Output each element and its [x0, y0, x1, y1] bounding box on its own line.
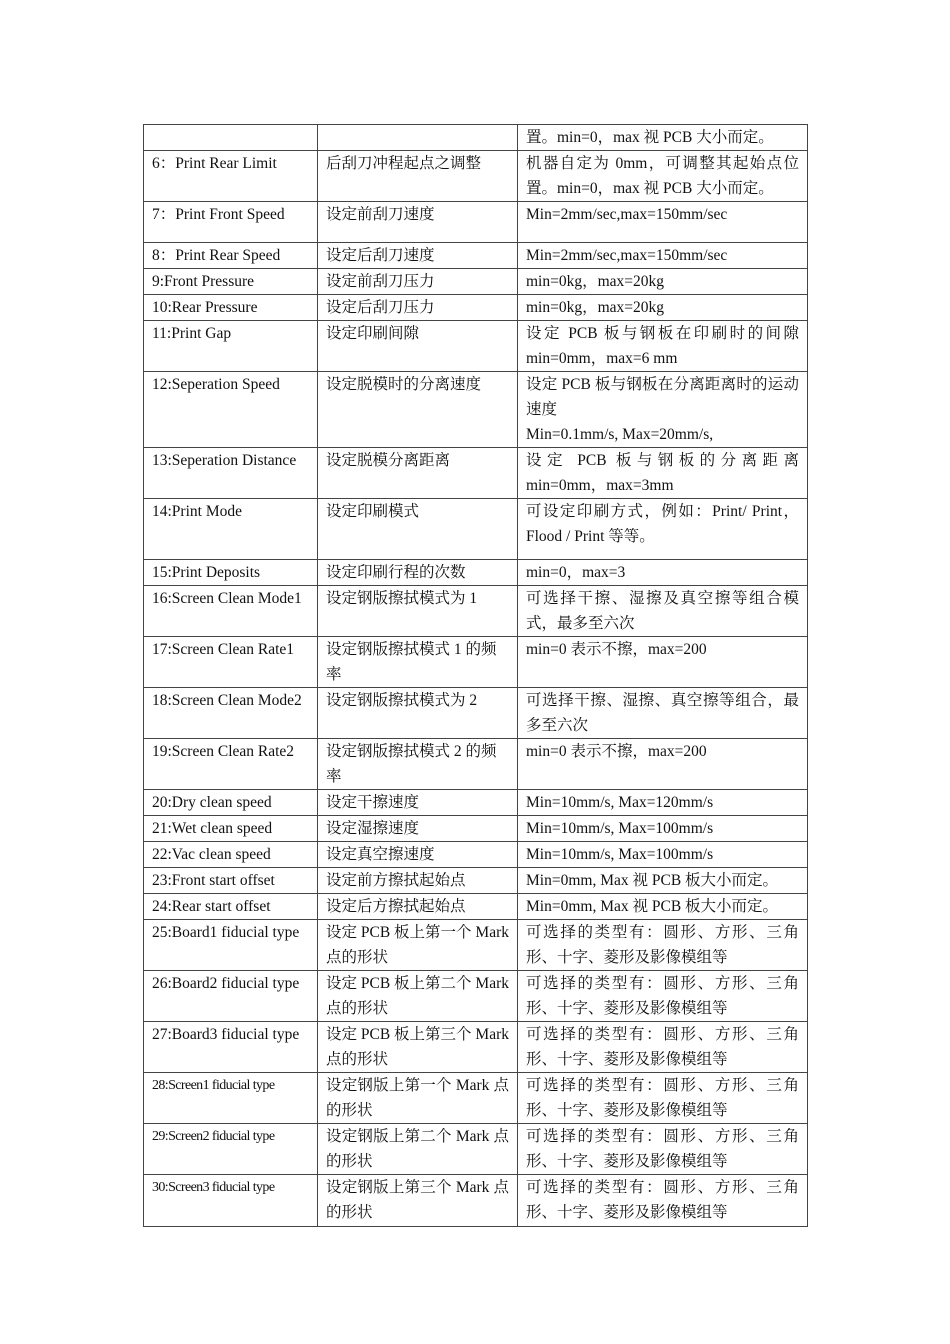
table-row	[144, 1124, 808, 1175]
param-name: 16:Screen Clean Mode1	[144, 586, 318, 637]
table-row	[144, 1022, 808, 1073]
param-range: 可选择的类型有：圆形、方形、三角形、十字、菱形及影像模组等	[518, 971, 808, 1022]
param-name: 26:Board2 fiducial type	[144, 971, 318, 1022]
table-row	[144, 971, 808, 1022]
param-desc: 设定 PCB 板上第二个 Mark 点的形状	[318, 971, 518, 1022]
table-row	[144, 372, 808, 448]
param-name: 20:Dry clean speed	[144, 790, 318, 816]
param-desc: 设定真空擦速度	[318, 842, 518, 868]
param-range: 设定 PCB 板与钢板的分离距离 min=0mm，max=3mm	[518, 448, 808, 499]
param-name: 9:Front Pressure	[144, 269, 318, 295]
param-desc: 设定印刷间隙	[318, 321, 518, 372]
param-range-line: 设定 PCB 板与钢板在分离距离时的运动速度	[526, 376, 799, 418]
param-name: 7：Print Front Speed	[144, 202, 318, 243]
param-name: 8：Print Rear Speed	[144, 243, 318, 269]
param-desc: 设定钢版擦拭模式 2 的频率	[318, 739, 518, 790]
param-name: 12:Seperation Speed	[144, 372, 318, 448]
param-desc	[318, 125, 518, 151]
param-desc: 设定印刷模式	[318, 499, 518, 560]
param-range: 可选择的类型有：圆形、方形、三角形、十字、菱形及影像模组等	[518, 1175, 808, 1227]
param-desc: 设定钢版上第三个 Mark 点的形状	[318, 1175, 518, 1227]
table-row	[144, 842, 808, 868]
param-range: Min=2mm/sec,max=150mm/sec	[518, 202, 808, 243]
param-name: 23:Front start offset	[144, 868, 318, 894]
table-row	[144, 790, 808, 816]
table-row	[144, 125, 808, 151]
param-desc: 设定前方擦拭起始点	[318, 868, 518, 894]
param-range: Min=2mm/sec,max=150mm/sec	[518, 243, 808, 269]
param-desc: 设定 PCB 板上第三个 Mark 点的形状	[318, 1022, 518, 1073]
parameter-table	[143, 124, 808, 1227]
param-desc: 设定印刷行程的次数	[318, 560, 518, 586]
param-name	[144, 125, 318, 151]
param-range	[518, 372, 808, 448]
param-name: 11:Print Gap	[144, 321, 318, 372]
param-range: Min=0mm, Max 视 PCB 板大小而定。	[518, 894, 808, 920]
table-row	[144, 560, 808, 586]
param-name: 15:Print Deposits	[144, 560, 318, 586]
param-range: Min=0mm, Max 视 PCB 板大小而定。	[518, 868, 808, 894]
param-desc: 设定前刮刀压力	[318, 269, 518, 295]
param-desc: 设定钢版擦拭模式为 2	[318, 688, 518, 739]
param-desc: 设定脱模时的分离速度	[318, 372, 518, 448]
param-range: 可设定印刷方式，例如：Print/ Print，Flood / Print 等等。	[518, 499, 808, 560]
param-desc: 设定后刮刀压力	[318, 295, 518, 321]
param-range: min=0kg，max=20kg	[518, 269, 808, 295]
param-name: 29:Screen2 fiducial type	[144, 1124, 318, 1175]
param-range: min=0 表示不擦，max=200	[518, 637, 808, 688]
param-desc: 设定脱模分离距离	[318, 448, 518, 499]
table-row	[144, 321, 808, 372]
param-range: Min=10mm/s, Max=120mm/s	[518, 790, 808, 816]
param-name: 19:Screen Clean Rate2	[144, 739, 318, 790]
param-range: min=0 表示不擦，max=200	[518, 739, 808, 790]
table-row	[144, 1073, 808, 1124]
param-name: 22:Vac clean speed	[144, 842, 318, 868]
table-row	[144, 269, 808, 295]
table-row	[144, 586, 808, 637]
param-range-line: Min=0.1mm/s, Max=20mm/s,	[526, 426, 714, 443]
table-row	[144, 243, 808, 269]
table-row	[144, 295, 808, 321]
param-desc: 设定钢版上第一个 Mark 点的形状	[318, 1073, 518, 1124]
param-range: 可选择干擦、湿擦及真空擦等组合模式，最多至六次	[518, 586, 808, 637]
table-row	[144, 202, 808, 243]
param-range: Min=10mm/s, Max=100mm/s	[518, 842, 808, 868]
param-range: 可选择的类型有：圆形、方形、三角形、十字、菱形及影像模组等	[518, 1124, 808, 1175]
table-row	[144, 816, 808, 842]
param-range: 机器自定为 0mm，可调整其起始点位置。min=0，max 视 PCB 大小而定。	[518, 151, 808, 202]
table-row	[144, 894, 808, 920]
table-row	[144, 151, 808, 202]
table-row	[144, 637, 808, 688]
param-range: min=0kg，max=20kg	[518, 295, 808, 321]
param-range: 可选择的类型有：圆形、方形、三角形、十字、菱形及影像模组等	[518, 1022, 808, 1073]
param-name: 17:Screen Clean Rate1	[144, 637, 318, 688]
param-desc: 后刮刀冲程起点之调整	[318, 151, 518, 202]
param-name: 18:Screen Clean Mode2	[144, 688, 318, 739]
param-name: 27:Board3 fiducial type	[144, 1022, 318, 1073]
table-row	[144, 868, 808, 894]
table-row	[144, 448, 808, 499]
param-desc: 设定钢版擦拭模式 1 的频率	[318, 637, 518, 688]
table-row	[144, 920, 808, 971]
param-range: min=0，max=3	[518, 560, 808, 586]
param-name: 30:Screen3 fiducial type	[144, 1175, 318, 1227]
param-name: 28:Screen1 fiducial type	[144, 1073, 318, 1124]
table-row	[144, 499, 808, 560]
param-name: 10:Rear Pressure	[144, 295, 318, 321]
param-range: Min=10mm/s, Max=100mm/s	[518, 816, 808, 842]
param-name: 6：Print Rear Limit	[144, 151, 318, 202]
param-range: 可选择的类型有：圆形、方形、三角形、十字、菱形及影像模组等	[518, 1073, 808, 1124]
param-desc: 设定后方擦拭起始点	[318, 894, 518, 920]
param-desc: 设定钢版擦拭模式为 1	[318, 586, 518, 637]
param-desc: 设定后刮刀速度	[318, 243, 518, 269]
param-range: 可选择干擦、湿擦、真空擦等组合，最多至六次	[518, 688, 808, 739]
param-range: 置。min=0，max 视 PCB 大小而定。	[518, 125, 808, 151]
param-range: 设定 PCB 板与钢板在印刷时的间隙 min=0mm，max=6 mm	[518, 321, 808, 372]
param-desc: 设定钢版上第二个 Mark 点的形状	[318, 1124, 518, 1175]
param-name: 21:Wet clean speed	[144, 816, 318, 842]
param-desc: 设定前刮刀速度	[318, 202, 518, 243]
param-desc: 设定干擦速度	[318, 790, 518, 816]
table-row	[144, 739, 808, 790]
param-name: 24:Rear start offset	[144, 894, 318, 920]
table-row	[144, 1175, 808, 1227]
param-desc: 设定湿擦速度	[318, 816, 518, 842]
param-name: 14:Print Mode	[144, 499, 318, 560]
param-name: 13:Seperation Distance	[144, 448, 318, 499]
param-name: 25:Board1 fiducial type	[144, 920, 318, 971]
param-desc: 设定 PCB 板上第一个 Mark 点的形状	[318, 920, 518, 971]
table-row	[144, 688, 808, 739]
param-range: 可选择的类型有：圆形、方形、三角形、十字、菱形及影像模组等	[518, 920, 808, 971]
